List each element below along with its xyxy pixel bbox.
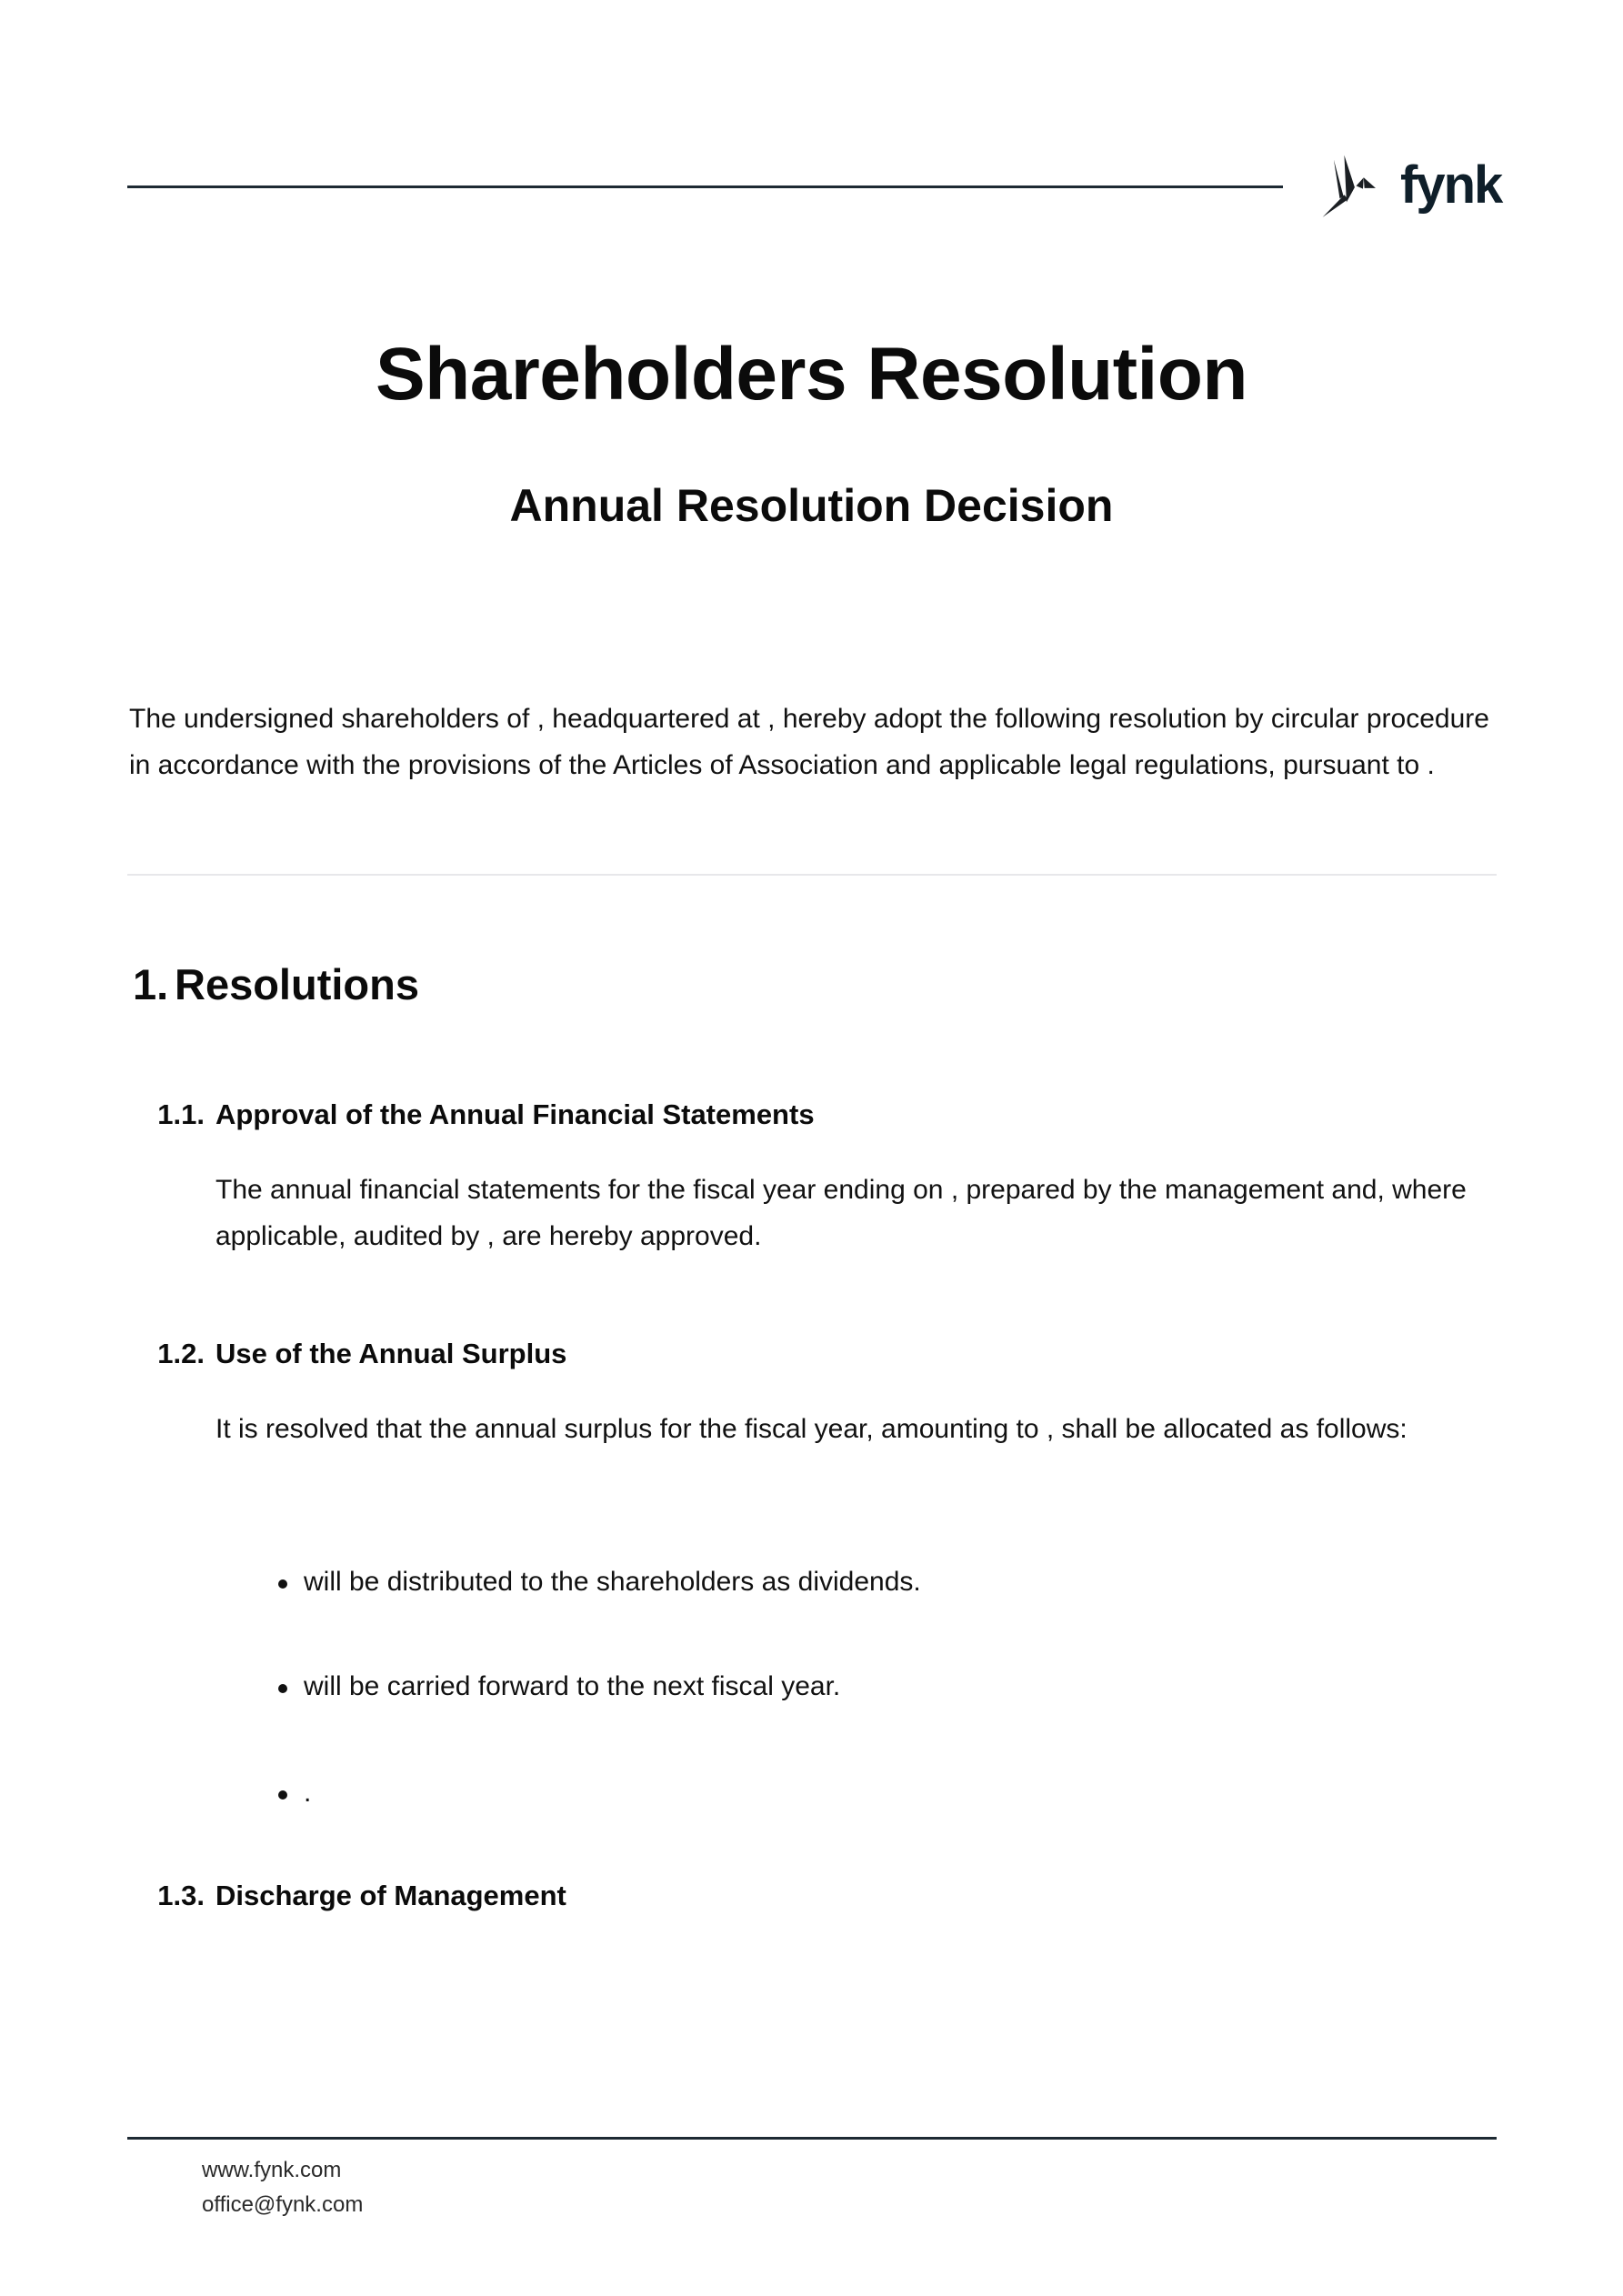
list-item [273, 1770, 311, 1816]
section-number: 1. [133, 960, 169, 1008]
subsection-heading-1-3 [145, 1878, 566, 1914]
list-item-text: will be distributed to the shareholders as dividends. [304, 1567, 921, 1597]
document-subtitle: Annual Resolution Decision [509, 480, 1114, 531]
list-item-text: . [304, 1778, 312, 1808]
list-item [273, 1559, 921, 1605]
footer-email[interactable]: office@fynk.com [202, 2192, 364, 2217]
brand-logo [1317, 151, 1502, 224]
footer-website[interactable]: www.fynk.com [202, 2158, 342, 2182]
list-item-text: will be carried forward to the next fiscal year. [304, 1671, 841, 1701]
section-title: Resolutions [175, 960, 419, 1008]
list-item [273, 1663, 840, 1709]
subsection-number: 1.2. [157, 1338, 205, 1369]
subsection-number: 1.1. [157, 1098, 205, 1130]
subsection-title: Approval of the Annual Financial Statements [215, 1098, 815, 1130]
subsection-body-1-1: The annual financial statements for the fiscal year ending on , prepared by the management and, where applicable, audited by , are hereby approved. [215, 1175, 1467, 1251]
origami-bird-icon [1317, 149, 1384, 226]
subsection-title: Use of the Annual Surplus [215, 1338, 567, 1369]
intro-paragraph: The undersigned shareholders of , headquartered at , hereby adopt the following resolution by circular procedure in accordance with the provisions of the Articles of Association and applicable legal regulations, pursuant to . [129, 704, 1489, 780]
subsection-body-1-2: It is resolved that the annual surplus for the fiscal year, amounting to , shall be allocated as follows: [215, 1414, 1408, 1444]
subsection-heading-1-1 [145, 1097, 815, 1133]
document-title: Shareholders Resolution [375, 333, 1247, 416]
footer-rule [127, 2137, 1497, 2140]
section-heading-resolutions [133, 958, 419, 1012]
subsection-heading-1-2 [145, 1336, 566, 1372]
subsection-title: Discharge of Management [215, 1880, 566, 1911]
subsection-number: 1.3. [157, 1880, 205, 1911]
header-rule [127, 185, 1283, 188]
brand-wordmark: fynk [1400, 155, 1502, 215]
section-divider [127, 874, 1497, 876]
